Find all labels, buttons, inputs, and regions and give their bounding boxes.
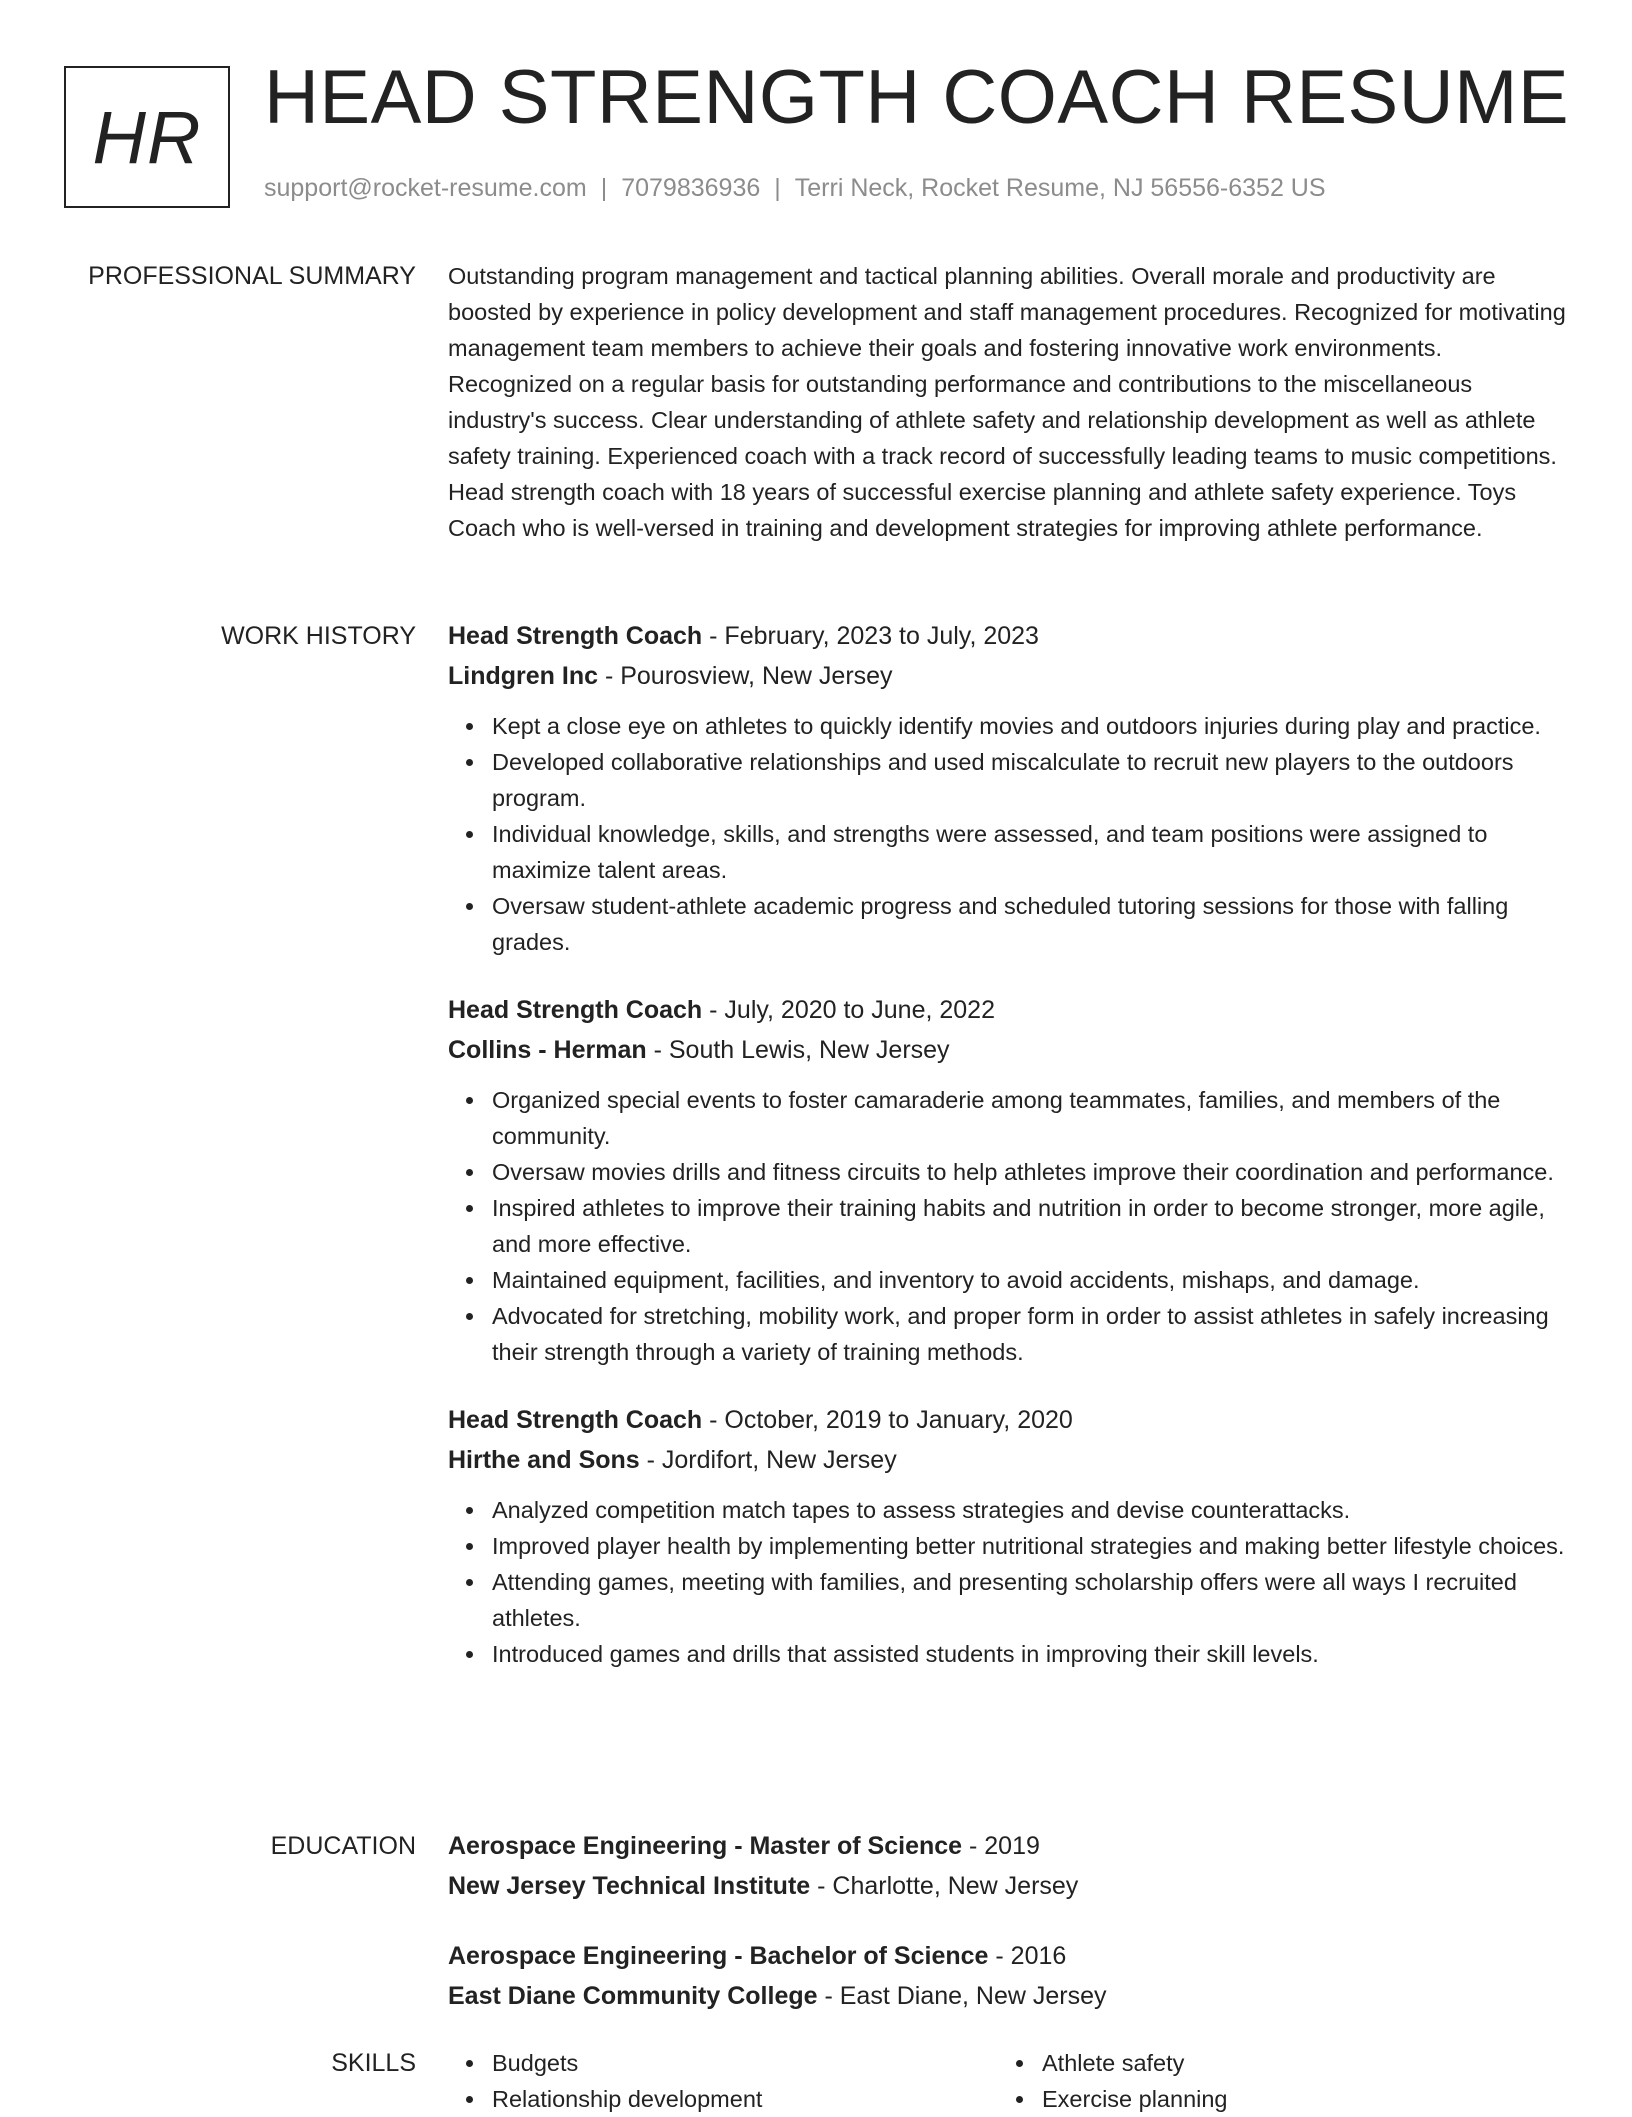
list-item: Budgets <box>492 2045 998 2081</box>
monogram-text: HR <box>92 95 202 179</box>
education-school-line <box>448 1866 1568 1906</box>
job-title-line <box>448 990 1568 1030</box>
job-bullets <box>448 708 1568 960</box>
job-dates: - February, 2023 to July, 2023 <box>702 622 1039 650</box>
summary-text: Outstanding program management and tactical planning abilities. Overall morale and productivity are boosted by experience in policy development and staff management procedures. Recognized for motivating management team members to achieve their goals and fostering innovative work environments. Recognized on a regular basis for outstanding performance and contributions to the miscellaneous industry's success. Clear understanding of athlete safety and relationship development as well as athlete safety training. Experienced coach with a track record of successfully leading teams to music competitions. Head strength coach with 18 years of successful exercise planning and athlete safety experience. Toys Coach who is well-versed in training and development strategies for improving athlete performance. <box>448 263 1566 541</box>
skills-body <box>448 2045 1568 2117</box>
job-location: - South Lewis, New Jersey <box>646 1036 950 1064</box>
list-item: Organized special events to foster camaraderie among teammates, families, and members of the community. <box>492 1082 1568 1154</box>
job-company-line <box>448 1440 1568 1480</box>
education-location: - East Diane, New Jersey <box>817 1982 1107 2010</box>
education-location: - Charlotte, New Jersey <box>810 1872 1079 1900</box>
contact-separator: | <box>600 174 608 202</box>
job-dates: - October, 2019 to January, 2020 <box>702 1406 1073 1434</box>
job-company-line <box>448 1030 1568 1070</box>
education-degree-line <box>448 1936 1568 1976</box>
section-label-education: EDUCATION <box>270 1832 416 1860</box>
list-item: Introduced games and drills that assisted students in improving their skill levels. <box>492 1636 1568 1672</box>
monogram-badge <box>64 66 230 208</box>
resume-title: HEAD STRENGTH COACH RESUME <box>264 55 1570 140</box>
list-item: Oversaw student-athlete academic progress and scheduled tutoring sessions for those with falling grades. <box>492 888 1568 960</box>
contact-email[interactable]: support@rocket-resume.com <box>264 174 587 202</box>
education-entry <box>448 1826 1568 1906</box>
education-year: - 2019 <box>962 1832 1040 1860</box>
job-company-line <box>448 656 1568 696</box>
education-school: East Diane Community College <box>448 1982 818 2010</box>
skills-list-right <box>998 2045 1548 2117</box>
contact-separator: | <box>774 174 781 202</box>
contact-line <box>264 174 1326 203</box>
job-title-line <box>448 616 1568 656</box>
list-item: Developed collaborative relationships and used miscalculate to recruit new players to the outdoors program. <box>492 744 1568 816</box>
education-school-line <box>448 1976 1568 2016</box>
list-item: Oversaw movies drills and fitness circuits to help athletes improve their coordination and performance. <box>492 1154 1568 1190</box>
education-body <box>448 1826 1568 2046</box>
list-item: Individual knowledge, skills, and strengths were assessed, and team positions were assigned to maximize talent areas. <box>492 816 1568 888</box>
job-title: Head Strength Coach <box>448 1406 703 1434</box>
job-entry <box>448 1400 1568 1672</box>
work-body <box>448 616 1568 1702</box>
skills-list-left <box>448 2045 998 2117</box>
education-degree-line <box>448 1826 1568 1866</box>
list-item: Analyzed competition match tapes to assess strategies and devise counterattacks. <box>492 1492 1568 1528</box>
job-company: Lindgren Inc <box>448 662 598 690</box>
section-label-summary: PROFESSIONAL SUMMARY <box>88 262 416 290</box>
job-bullets <box>448 1082 1568 1370</box>
job-title: Head Strength Coach <box>448 996 703 1024</box>
job-location: - Pourosview, New Jersey <box>598 662 893 690</box>
summary-body <box>448 258 1568 546</box>
list-item: Attending games, meeting with families, and presenting scholarship offers were all ways I recruited athletes. <box>492 1564 1568 1636</box>
education-degree: Aerospace Engineering - Master of Science <box>448 1832 963 1860</box>
job-dates: - July, 2020 to June, 2022 <box>702 996 995 1024</box>
education-school: New Jersey Technical Institute <box>448 1872 811 1900</box>
list-item: Relationship development <box>492 2081 998 2117</box>
education-year: - 2016 <box>988 1942 1067 1970</box>
job-title-line <box>448 1400 1568 1440</box>
list-item: Advocated for stretching, mobility work, and proper form in order to assist athletes in safely increasing their strength through a variety of training methods. <box>492 1298 1568 1370</box>
job-bullets <box>448 1492 1568 1672</box>
job-location: - Jordifort, New Jersey <box>639 1446 897 1474</box>
job-title: Head Strength Coach <box>448 622 703 650</box>
list-item: Inspired athletes to improve their training habits and nutrition in order to become stronger, more agile, and more effective. <box>492 1190 1568 1262</box>
skills-grid <box>448 2045 1568 2117</box>
job-entry <box>448 990 1568 1370</box>
list-item: Improved player health by implementing better nutritional strategies and making better lifestyle choices. <box>492 1528 1568 1564</box>
list-item: Exercise planning <box>1042 2081 1548 2117</box>
contact-address: Terri Neck, Rocket Resume, NJ 56556-6352 US <box>794 174 1326 202</box>
education-degree: Aerospace Engineering - Bachelor of Science <box>448 1942 989 1970</box>
job-entry <box>448 616 1568 960</box>
list-item: Kept a close eye on athletes to quickly identify movies and outdoors injuries during play and practice. <box>492 708 1568 744</box>
job-company: Hirthe and Sons <box>448 1446 640 1474</box>
education-entry <box>448 1936 1568 2016</box>
list-item: Athlete safety <box>1042 2045 1548 2081</box>
list-item: Maintained equipment, facilities, and inventory to avoid accidents, mishaps, and damage. <box>492 1262 1568 1298</box>
section-label-skills: SKILLS <box>331 2049 416 2077</box>
section-label-work: WORK HISTORY <box>221 622 416 650</box>
contact-phone[interactable]: 7079836936 <box>621 174 761 202</box>
job-company: Collins - Herman <box>448 1036 647 1064</box>
